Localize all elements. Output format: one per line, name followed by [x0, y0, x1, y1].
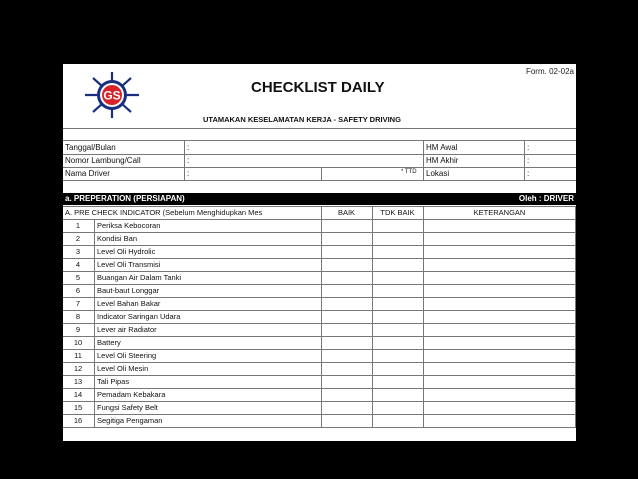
section-by: Oleh : DRIVER [518, 194, 574, 203]
row-number: 14 [73, 390, 83, 399]
section-bar [63, 193, 576, 205]
lambung-label: Nomor Lambung/Call [65, 156, 141, 165]
baik-header: BAIK [337, 208, 356, 217]
checklist-sheet [63, 64, 576, 441]
row-number: 9 [75, 325, 81, 334]
row-number: 7 [75, 299, 81, 308]
row-item: Level Oli Mesin [97, 364, 149, 373]
tanggal-label: Tanggal/Bulan [65, 143, 116, 152]
tanggal-colon: : [187, 143, 190, 152]
row-number: 15 [73, 403, 83, 412]
row-item: Fungsi Safety Belt [97, 403, 158, 412]
driver-label: Nama Driver [65, 169, 110, 178]
company-logo [83, 71, 141, 119]
row-item: Level Oli Transmisi [97, 260, 161, 269]
form-number: Form. 02-02a [525, 67, 574, 76]
lokasi-label: Lokasi [426, 169, 450, 178]
row-item: Buangan Air Dalam Tanki [97, 273, 182, 282]
row-number: 5 [75, 273, 81, 282]
row-number: 3 [75, 247, 81, 256]
tdk-baik-header: TDK BAIK [380, 208, 415, 217]
row-item: Tali Pipas [97, 377, 130, 386]
row-item: Indicator Saringan Udara [97, 312, 181, 321]
row-item: Baut-baut Longgar [97, 286, 160, 295]
row-number: 13 [73, 377, 83, 386]
row-number: 1 [75, 221, 81, 230]
row-number: 10 [73, 338, 83, 347]
row-number: 12 [73, 364, 83, 373]
row-item: Lever air Radiator [97, 325, 157, 334]
page-subtitle: UTAMAKAN KESELAMATAN KERJA - SAFETY DRIVING [203, 115, 401, 124]
row-number: 11 [74, 351, 82, 360]
row-item: Level Oli Steering [97, 351, 157, 360]
row-item: Level Bahan Bakar [97, 299, 161, 308]
indicator-header: A. PRE CHECK INDICATOR (Sebelum Menghidupkan Mes [65, 208, 263, 217]
row-item: Kondisi Ban [97, 234, 138, 243]
page-title: CHECKLIST DAILY [251, 79, 385, 96]
ttd-label: * TTD [401, 169, 417, 175]
logo-text: GS [103, 88, 121, 103]
row-number: 6 [75, 286, 81, 295]
lokasi-colon: : [527, 169, 530, 178]
section-title: a. PREPERATION (PERSIAPAN) [65, 194, 185, 203]
hm-awal-colon: : [527, 143, 530, 152]
row-number: 4 [75, 260, 81, 269]
row-number: 8 [75, 312, 81, 321]
hm-akhir-label: HM Akhir [426, 156, 459, 165]
row-item: Segitiga Pengaman [97, 416, 163, 425]
row-item: Pemadam Kebakara [97, 390, 166, 399]
row-item: Level Oli Hydrolic [97, 247, 156, 256]
row-item: Battery [97, 338, 121, 347]
row-item: Periksa Kebocoran [97, 221, 161, 230]
hm-akhir-colon: : [527, 156, 530, 165]
row-number: 2 [75, 234, 81, 243]
keterangan-header: KETERANGAN [473, 208, 526, 217]
hm-awal-label: HM Awal [426, 143, 458, 152]
driver-colon: : [187, 169, 190, 178]
row-number: 16 [73, 416, 83, 425]
lambung-colon: : [187, 156, 190, 165]
